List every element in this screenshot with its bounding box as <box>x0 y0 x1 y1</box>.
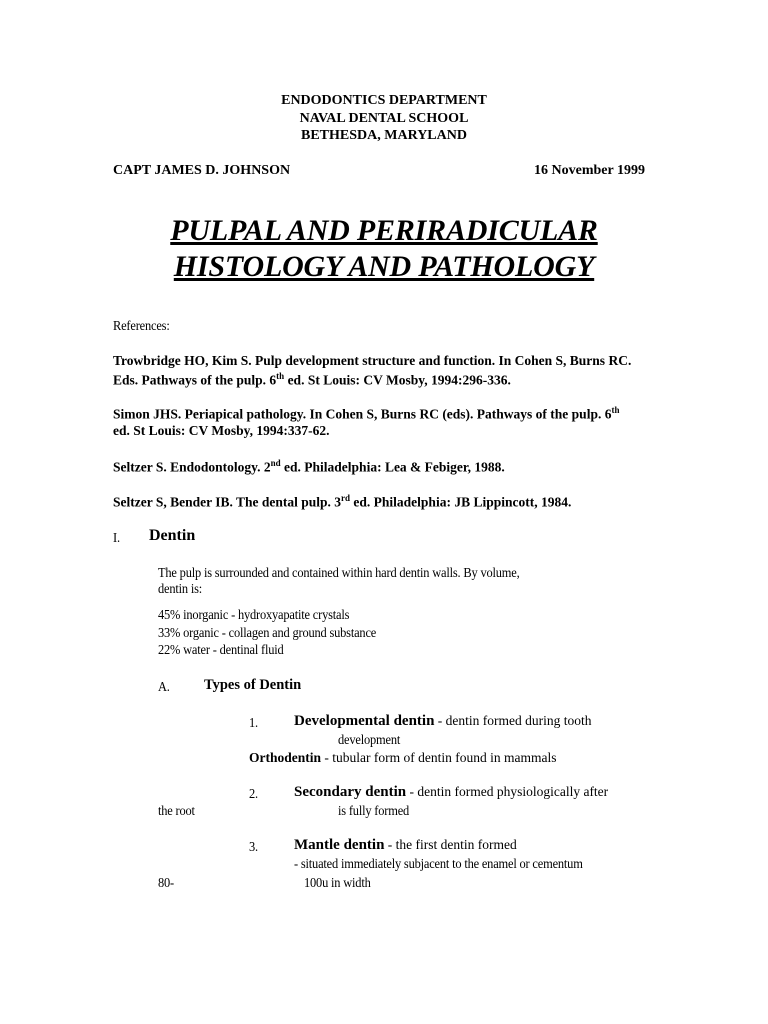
item-3-line2: - situated immediately subjacent to the enamel or cementum <box>294 856 583 871</box>
reference-1-line2: Eds. Pathways of the pulp. 6th ed. St Louis: CV Mosby, 1994:296-336. <box>113 371 511 388</box>
school-line: NAVAL DENTAL SCHOOL <box>299 111 469 126</box>
item-3-line3b: 100u in width <box>304 875 371 890</box>
developmental-dentin-term: Developmental dentin <box>294 713 435 729</box>
item-2-line1 <box>294 783 608 801</box>
item-3-number: 3. <box>249 839 258 854</box>
secondary-dentin-def: - dentin formed physiologically after <box>406 784 609 799</box>
reference-4: Seltzer S, Bender IB. The dental pulp. 3rd ed. Philadelphia: JB Lippincott, 1984. <box>113 493 572 510</box>
reference-1-line1: Trowbridge HO, Kim S. Pulp development structure and function. In Cohen S, Burns RC. <box>113 353 632 368</box>
item-2-number: 2. <box>249 786 258 801</box>
author-name: CAPT JAMES D. JOHNSON <box>113 163 291 178</box>
subsection-heading-types: Types of Dentin <box>204 677 302 693</box>
dentin-intro-line2: dentin is: <box>158 581 203 596</box>
orthodentin-line <box>249 749 556 767</box>
item-2-line2b: is fully formed <box>338 803 410 818</box>
references-label: References: <box>113 318 170 333</box>
orthodentin-def: - tubular form of dentin found in mammals <box>321 750 557 765</box>
dentin-intro-line1: The pulp is surrounded and contained within hard dentin walls. By volume, <box>158 565 520 580</box>
developmental-dentin-def: - dentin formed during tooth <box>434 713 592 728</box>
mantle-dentin-def: - the first dentin formed <box>384 837 517 852</box>
subsection-letter: A. <box>158 679 170 694</box>
orthodentin-term: Orthodentin <box>249 750 322 765</box>
reference-3: Seltzer S. Endodontology. 2nd ed. Philadelphia: Lea & Febiger, 1988. <box>113 458 505 475</box>
document-title-line1: PULPAL AND PERIRADICULAR <box>170 214 598 247</box>
section-numeral: I. <box>113 530 120 545</box>
item-3-line3a: 80- <box>158 875 175 890</box>
composition-water: 22% water - dentinal fluid <box>158 642 284 657</box>
reference-2-line1: Simon JHS. Periapical pathology. In Cohen S, Burns RC (eds). Pathways of the pulp. 6th <box>113 405 620 422</box>
section-heading-dentin: Dentin <box>149 527 196 544</box>
composition-inorganic: 45% inorganic - hydroxyapatite crystals <box>158 607 350 622</box>
item-2-line2a: the root <box>158 803 195 818</box>
item-1-line2: development <box>338 732 401 747</box>
mantle-dentin-term: Mantle dentin <box>294 837 385 853</box>
document-date: 16 November 1999 <box>534 163 645 178</box>
item-1-line1 <box>294 712 592 730</box>
department-line: ENDODONTICS DEPARTMENT <box>281 93 487 108</box>
composition-organic: 33% organic - collagen and ground substance <box>158 625 377 640</box>
secondary-dentin-term: Secondary dentin <box>294 784 407 800</box>
item-1-number: 1. <box>249 715 258 730</box>
location-line: BETHESDA, MARYLAND <box>301 128 467 143</box>
document-title-line2: HISTOLOGY AND PATHOLOGY <box>173 250 595 283</box>
reference-2-line2: ed. St Louis: CV Mosby, 1994:337-62. <box>113 423 330 438</box>
item-3-line1 <box>294 836 517 854</box>
